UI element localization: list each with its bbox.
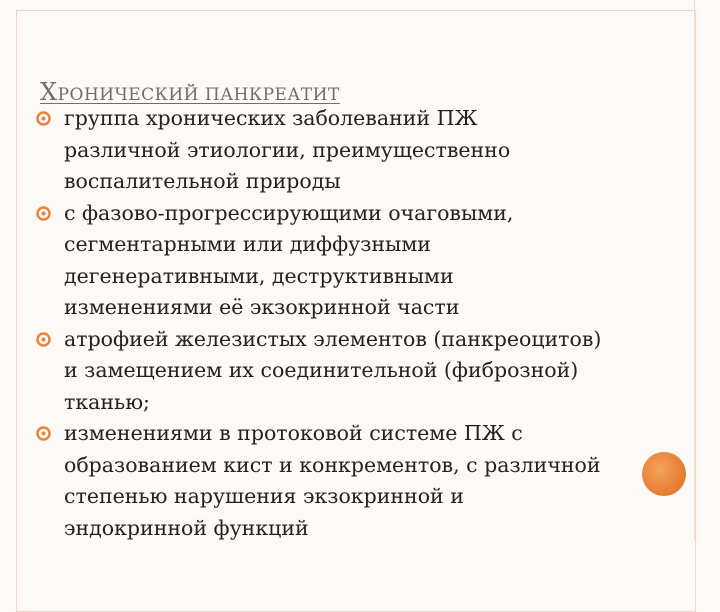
target-circle-icon	[36, 206, 51, 221]
bullet-line: различной этиологии, преимущественно	[64, 137, 511, 162]
bullet-item	[34, 198, 694, 324]
bullet-line: и замещением их соединительной (фиброзной)	[64, 358, 579, 382]
bullet-line: дегенеративными, деструктивными	[64, 263, 454, 288]
slide-title-initial: Х	[40, 78, 58, 106]
bullet-line: атрофией железистых элементов (панкреоцитов)	[64, 326, 602, 351]
bullet-line: изменениями её экзокринной части	[64, 295, 460, 319]
orange-circle-icon	[642, 452, 686, 496]
target-circle-icon	[36, 111, 51, 126]
bullet-item	[34, 324, 694, 419]
bullet-line: воспалительной природы	[64, 169, 341, 193]
bullet-line: группа хронических заболеваний ПЖ	[64, 106, 478, 130]
bullet-list	[34, 103, 694, 544]
bullet-item	[34, 103, 694, 198]
slide-title	[40, 78, 340, 106]
bullet-line: степенью нарушения экзокринной и	[64, 484, 464, 508]
bullet-line: тканью;	[64, 389, 150, 414]
bullet-line: образованием кист и конкрементов, с различной	[64, 452, 601, 477]
target-circle-icon	[36, 426, 51, 441]
slide-title-rest: РОНИЧЕСКИЙ ПАНКРЕАТИТ	[57, 85, 340, 105]
target-circle-icon	[36, 332, 51, 347]
frame-rule	[694, 0, 695, 540]
bullet-line: сегментарными или диффузными	[64, 232, 431, 256]
bullet-line: эндокринной функций	[64, 515, 309, 540]
bullet-item	[34, 418, 694, 544]
bullet-line: изменениями в протоковой системе ПЖ с	[64, 421, 523, 445]
bullet-line: с фазово-прогрессирующими очаговыми,	[64, 200, 514, 225]
